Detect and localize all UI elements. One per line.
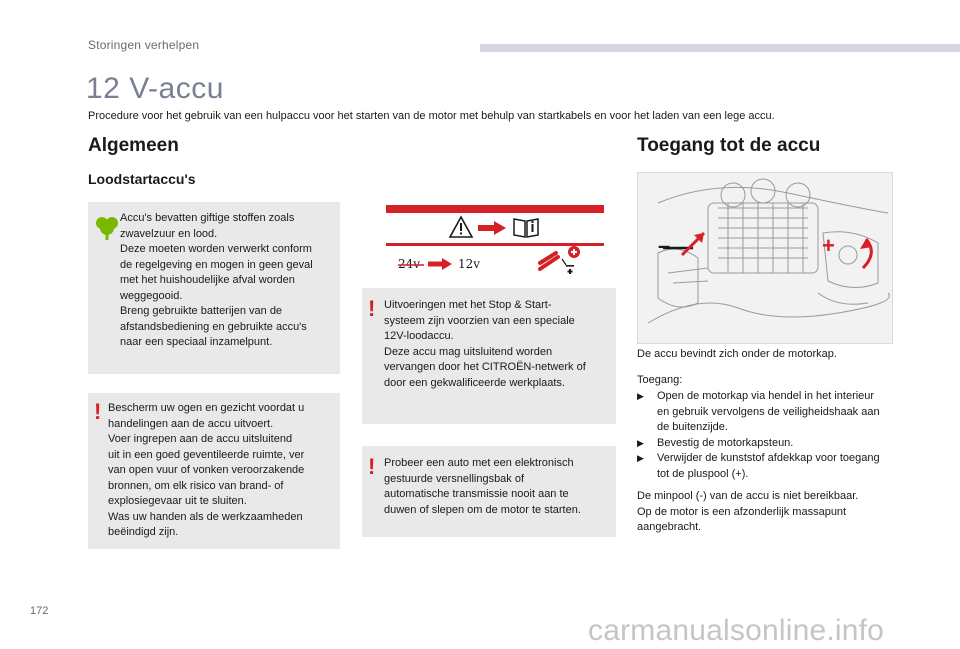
strike-through-24v-icon	[398, 258, 424, 272]
safety-warning-text: Bescherm uw ogen en gezicht voordat u handelingen aan de accu uitvoert. Voer ingrepen aan de accu uitsluitend uit in een goed geventileerde ruimte, ver van open vuur of vonken veroorzakende bronnen, om elk risico van brand- of explosiegevaar uit te sluiten. Was uw handen als de werkzaamheden beëindigd zijn.	[108, 402, 305, 538]
heading-toegang: Toegang tot de accu	[637, 135, 821, 156]
warning-exclamation-icon: !	[368, 296, 376, 321]
watermark: carmanualsonline.info	[588, 614, 885, 647]
bullet-arrow-icon: ▶	[637, 437, 644, 448]
battery-location-text: De accu bevindt zich onder de motorkap.	[637, 348, 837, 360]
subheading-loodstartaccus: Loodstartaccu's	[88, 171, 196, 187]
arrow-right-small-icon	[428, 258, 452, 270]
page-title: 12 V-accu	[86, 72, 224, 105]
intro-text: Procedure voor het gebruik van een hulpaccu voor het starten van de motor met behulp van startkabels en voor het laden van een lege accu.	[88, 110, 775, 122]
jumper-cable-icon	[536, 245, 584, 275]
minus-pole-label: –	[658, 233, 671, 258]
engine-bay-illustration	[637, 172, 893, 344]
list-item	[637, 451, 885, 482]
eco-notice-box	[88, 202, 340, 374]
step-text: Bevestig de motorkapsteun.	[657, 436, 794, 449]
label-12v: 12v	[458, 257, 481, 271]
automatic-warning-box	[362, 446, 616, 537]
ground-point-note: De minpool (-) van de accu is niet bereikbaar. Op de motor is een afzonderlijk massapunt aangebracht.	[637, 490, 859, 533]
voltage-warning-graphic	[386, 205, 604, 277]
list-item	[637, 436, 885, 452]
arrow-right-icon	[478, 221, 506, 235]
heading-algemeen: Algemeen	[88, 135, 179, 156]
warning-exclamation-icon: !	[94, 399, 102, 424]
bullet-arrow-icon: ▶	[637, 453, 644, 463]
page-number: 172	[30, 605, 49, 617]
graphic-top-band	[386, 205, 604, 213]
eco-notice-text: Accu's bevatten giftige stoffen zoals zwavelzuur en lood. Deze moeten worden verwerkt conform de regelgeving en mogen in geen geval met het huishoudelijke afval worden weggegooid. Breng gebruikte batterijen van de afstandsbediening en gebruikte accu's naar een speciaal inzamelpunt.	[120, 212, 313, 348]
section-label: Storingen verhelpen	[88, 38, 200, 52]
list-item	[637, 389, 885, 436]
automatic-warning-text: Probeer een auto met een elektronisch gestuurde versnellingsbak of automatische transmissie nooit aan te duwen of slepen om de motor te starten.	[384, 457, 581, 516]
manual-book-icon	[512, 215, 540, 239]
header-bar	[480, 44, 960, 52]
warning-exclamation-icon: !	[368, 454, 376, 479]
plus-pole-label: +	[822, 233, 835, 258]
access-steps-list	[637, 389, 885, 482]
step-text: Open de motorkap via hendel in het interieur en gebruik vervolgens de veiligheidshaak aan de buitenzijde.	[657, 390, 880, 433]
recycle-leaf-icon	[96, 214, 118, 240]
bullet-arrow-icon: ▶	[637, 391, 644, 401]
label-24v: 24v	[398, 257, 421, 271]
safety-warning-box	[88, 393, 340, 549]
warning-triangle-icon	[448, 215, 474, 239]
startstop-warning-box	[362, 288, 616, 424]
startstop-warning-text: Uitvoeringen met het Stop & Start- systeem zijn voorzien van een speciale 12V-loodaccu. Deze accu mag uitsluitend worden vervangen door het CITROËN-netwerk of door een gekwalificeerde werkplaats.	[384, 299, 586, 389]
step-text: Verwijder de kunststof afdekkap voor toegang tot de pluspool (+).	[657, 452, 880, 480]
access-label: Toegang:	[637, 374, 683, 386]
engine-bay-drawing	[638, 173, 892, 343]
